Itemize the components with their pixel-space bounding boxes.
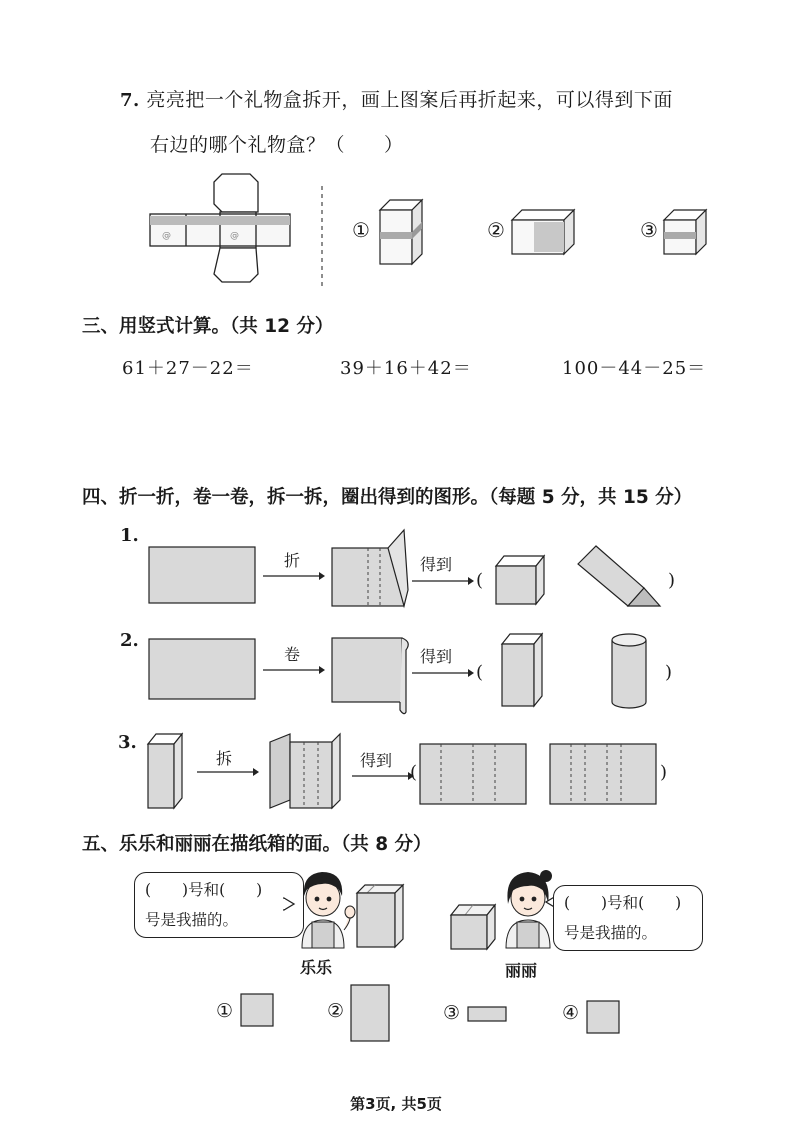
section-4-title: 四、折一折，卷一卷，拆一拆，圈出得到的图形。（每题 5 分，共 15 分）	[82, 487, 693, 508]
item-1-number: 1.	[120, 525, 139, 546]
paren-close: )	[665, 662, 673, 683]
face-option-1[interactable]	[240, 993, 276, 1029]
face-option-4[interactable]	[586, 1000, 622, 1036]
svg-text:@: @	[230, 231, 239, 241]
lili-bubble-line2: 号是我描的。	[564, 924, 658, 942]
page-footer: 第3页, 共5页	[350, 1095, 442, 1113]
lili-name: 丽丽	[505, 961, 538, 980]
calc-problem-1: 61＋27－22＝	[122, 358, 254, 379]
lili-box	[449, 903, 497, 951]
paren-close: )	[660, 762, 668, 783]
face-2-label: ②	[327, 1000, 345, 1022]
item-2-number: 2.	[120, 630, 139, 651]
item-2-action: 卷	[284, 645, 301, 664]
lele-bubble-line2: 号是我描的。	[145, 911, 239, 929]
paren-close: )	[668, 570, 676, 591]
answer-triangular-prism[interactable]	[576, 544, 666, 610]
gift-box-option-1[interactable]	[378, 198, 424, 268]
item-1-action: 折	[284, 551, 301, 570]
lele-box	[355, 883, 405, 949]
section-5-title: 五、乐乐和丽丽在描纸箱的面。（共 8 分）	[82, 834, 432, 855]
option-1-label: ①	[352, 218, 370, 242]
option-3-label: ③	[640, 218, 658, 242]
face-option-2[interactable]	[350, 984, 392, 1044]
face-3-label: ③	[443, 1002, 461, 1024]
item-2-result: 得到	[420, 647, 453, 666]
question-7-line1	[120, 86, 673, 115]
answer-open-box[interactable]	[494, 554, 546, 606]
calc-problem-3: 100－44－25＝	[562, 358, 707, 379]
arrow-icon	[263, 570, 325, 582]
rolled-paper-2	[330, 636, 410, 716]
answer-net-b[interactable]	[549, 743, 659, 807]
dashed-divider	[320, 186, 324, 290]
arrow-icon	[197, 766, 259, 778]
arrow-icon	[412, 575, 474, 587]
paren-open: (	[410, 762, 418, 783]
unfolding-paper-3	[268, 732, 344, 812]
question-7-text-1: 亮亮把一个礼物盒拆开，画上图案后再折起来，可以得到下面	[146, 89, 673, 111]
lele-speech-bubble	[134, 872, 304, 938]
lele-bubble-line1: ( )号和( )	[145, 881, 263, 899]
cube-net-figure	[148, 170, 298, 288]
lili-speech-bubble	[553, 885, 703, 951]
item-3-action: 拆	[216, 749, 233, 768]
lele-avatar	[290, 868, 356, 950]
lele-name: 乐乐	[300, 958, 333, 977]
arrow-icon	[412, 667, 474, 679]
flat-paper-1	[148, 546, 258, 606]
calc-problem-2: 39＋16＋42＝	[340, 358, 472, 379]
question-7-line2: 右边的哪个礼物盒？（ ）	[150, 134, 404, 156]
paren-open: (	[476, 662, 484, 683]
item-3-result: 得到	[360, 751, 393, 770]
gift-box-option-3[interactable]	[662, 208, 708, 256]
item-1-result: 得到	[420, 555, 453, 574]
question-number: 7.	[120, 90, 140, 111]
face-1-label: ①	[216, 1000, 234, 1022]
gift-box-option-2[interactable]	[510, 208, 576, 256]
lili-bubble-line1: ( )号和( )	[564, 894, 682, 912]
option-2-label: ②	[487, 218, 505, 242]
face-4-label: ④	[562, 1002, 580, 1024]
section-3-title: 三、用竖式计算。（共 12 分）	[82, 316, 334, 337]
item-3-number: 3.	[118, 732, 137, 753]
folded-paper-1	[330, 528, 410, 610]
paren-open: (	[476, 570, 484, 591]
arrow-icon	[263, 664, 325, 676]
answer-net-a[interactable]	[419, 743, 529, 807]
face-option-3[interactable]	[467, 1006, 509, 1024]
arrow-icon	[352, 770, 414, 782]
answer-cylinder[interactable]	[610, 632, 650, 710]
net-stripe	[150, 216, 290, 225]
box-tube-3	[146, 732, 184, 810]
answer-cuboid[interactable]	[500, 632, 544, 708]
flat-paper-2	[148, 638, 258, 702]
svg-text:@: @	[162, 231, 171, 241]
